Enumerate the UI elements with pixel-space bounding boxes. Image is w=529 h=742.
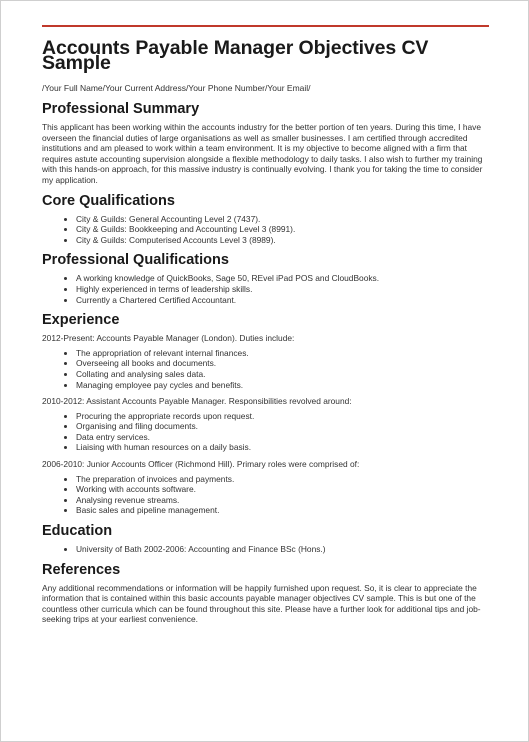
- list-item: • Collating and analysing sales data.: [76, 369, 492, 380]
- list-item: • University of Bath 2002-2006: Accounting and Finance BSc (Hons.): [76, 544, 492, 555]
- core-qualifications-section: [42, 193, 492, 246]
- list-item: • The preparation of invoices and payments.: [76, 474, 492, 485]
- list-item: • Procuring the appropriate records upon request.: [76, 411, 492, 422]
- core-qualifications-list: [42, 214, 492, 246]
- list-item: • Currently a Chartered Certified Accountant.: [76, 295, 492, 306]
- list-item: • Basic sales and pipeline management.: [76, 505, 492, 516]
- section-heading: Professional Summary: [42, 101, 200, 117]
- contact-line: /Your Full Name/Your Current Address/Your Phone Number/Your Email/: [42, 83, 311, 93]
- list-item: • A working knowledge of QuickBooks, Sage 50, REvel iPad POS and CloudBooks.: [76, 273, 492, 284]
- job-duties-list: [42, 474, 492, 516]
- section-heading: Core Qualifications: [42, 192, 175, 209]
- professional-summary-section: [42, 101, 492, 186]
- section-heading: References: [42, 561, 121, 578]
- list-item: • Highly experienced in terms of leadership skills.: [76, 284, 492, 295]
- section-heading: Professional Qualifications: [42, 252, 229, 269]
- professional-qualifications-section: [42, 252, 492, 305]
- list-item: • Data entry services.: [76, 432, 492, 443]
- professional-qualifications-list: [42, 273, 492, 305]
- page-title: Accounts Payable Manager Objectives CV Sample: [42, 37, 429, 74]
- experience-section: [42, 312, 492, 516]
- list-item: • Working with accounts software.: [76, 484, 492, 495]
- section-heading: Experience: [42, 312, 120, 329]
- job-header: 2006-2010: Junior Accounts Officer (Richmond Hill). Primary roles were comprised of:: [42, 459, 360, 470]
- summary-text: This applicant has been working within the accounts industry for the better portion of ten years. During this time, I have overseen the financial duties of large organisations as well as smaller businesses. I am certified through accredited institutions and am pleased to work within a team environment. It is my objective to become aligned with a firm that requires astute accounting supervision alongside a flexible methodology to daily tasks. I also wish to further my training with this hands-on approach, for this massive industry is continually evolving. I thank you for taking the time to consider my application.: [42, 122, 483, 185]
- list-item: • Liaising with human resources on a daily basis.: [76, 442, 492, 453]
- education-list: [42, 544, 492, 555]
- education-section: [42, 523, 492, 555]
- job-header: 2012-Present: Accounts Payable Manager (London). Duties include:: [42, 333, 295, 344]
- cv-content: [42, 37, 492, 625]
- section-heading: Education: [42, 523, 113, 540]
- list-item: • City & Guilds: Computerised Accounts Level 3 (8989).: [76, 235, 492, 246]
- list-item: • Analysing revenue streams.: [76, 495, 492, 506]
- list-item: • Overseeing all books and documents.: [76, 358, 492, 369]
- references-text: Any additional recommendations or information will be happily furnished upon request. So, it is clear to appreciate the information that is contained within this basic accounts payable manager objectives CV sample. This is but one of the countless other curricula which can be found throughout this site. Please have a further look for additional tips and job-seeking trips at your earliest convenience.: [42, 582, 481, 625]
- list-item: • Managing employee pay cycles and benefits.: [76, 380, 492, 391]
- list-item: • The appropriation of relevant internal finances.: [76, 348, 492, 359]
- top-accent-line: [42, 25, 489, 27]
- references-section: [42, 562, 492, 625]
- list-item: • Organising and filing documents.: [76, 421, 492, 432]
- list-item: • City & Guilds: Bookkeeping and Accounting Level 3 (8991).: [76, 224, 492, 235]
- list-item: • City & Guilds: General Accounting Level 2 (7437).: [76, 214, 492, 225]
- job-duties-list: [42, 411, 492, 453]
- job-header: 2010-2012: Assistant Accounts Payable Manager. Responsibilities revolved around:: [42, 396, 352, 407]
- job-duties-list: [42, 348, 492, 390]
